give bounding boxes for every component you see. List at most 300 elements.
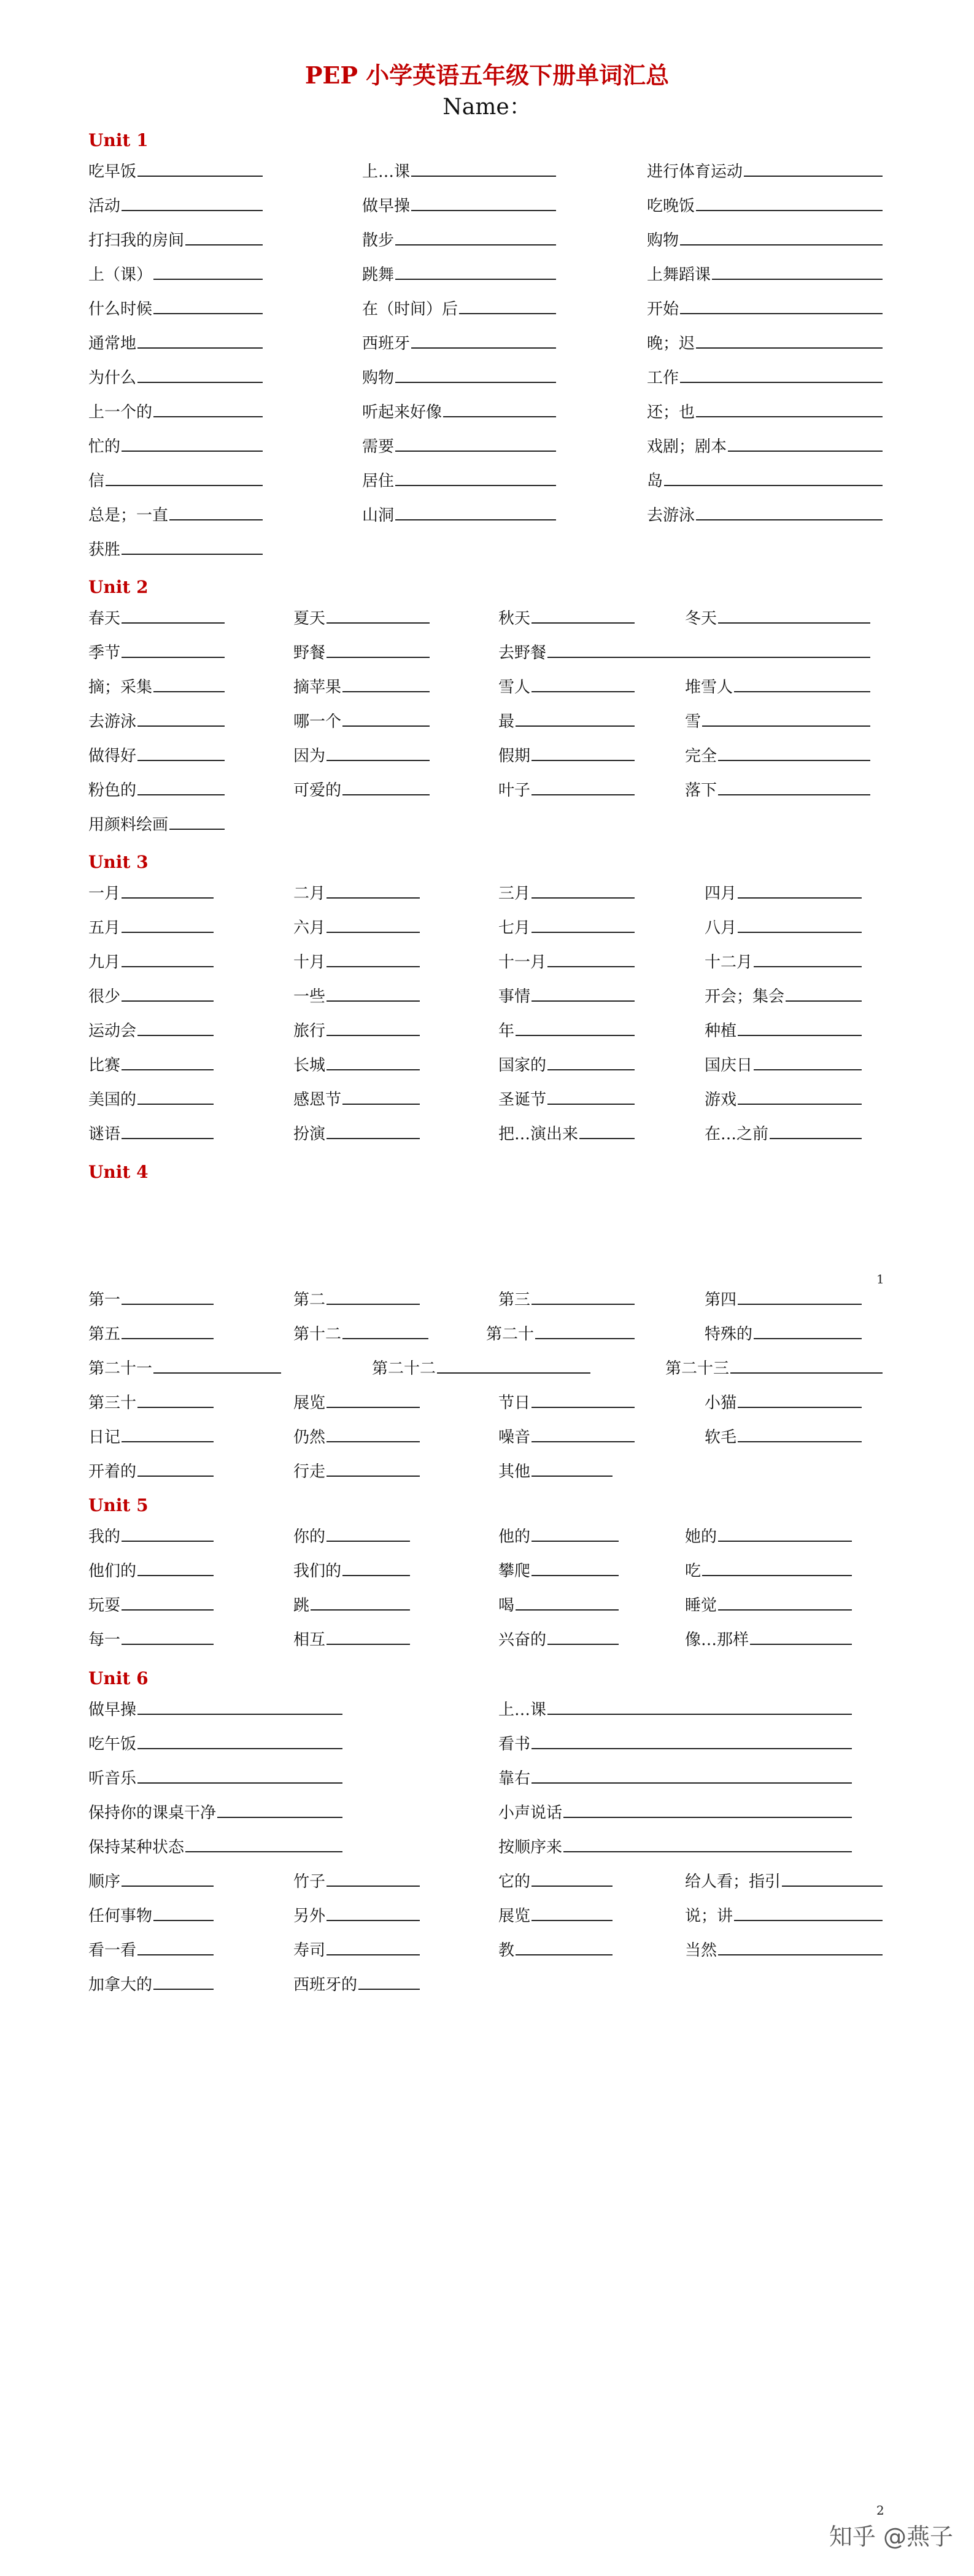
vocab-word: 教 xyxy=(498,1941,515,1960)
vocab-entry xyxy=(647,401,883,423)
answer-blank[interactable] xyxy=(531,1392,635,1408)
vocab-word: 他的 xyxy=(498,1528,531,1546)
answer-blank[interactable] xyxy=(734,1905,883,1921)
vocab-word: 做早操 xyxy=(362,197,411,215)
answer-blank[interactable] xyxy=(516,1595,619,1611)
unit-heading-2: Unit 2 xyxy=(88,577,149,597)
answer-blank[interactable] xyxy=(122,436,263,452)
answer-blank[interactable] xyxy=(547,1699,852,1715)
answer-blank[interactable] xyxy=(664,470,883,486)
answer-blank[interactable] xyxy=(327,1020,420,1036)
answer-blank[interactable] xyxy=(185,230,263,246)
vocab-entry xyxy=(88,539,263,560)
answer-blank[interactable] xyxy=(770,1123,862,1139)
answer-blank[interactable] xyxy=(153,1974,214,1990)
answer-blank[interactable] xyxy=(153,1358,281,1374)
vocab-entry xyxy=(88,1940,214,1961)
vocab-entry xyxy=(705,1020,862,1042)
answer-blank[interactable] xyxy=(342,711,430,727)
answer-blank[interactable] xyxy=(547,642,870,658)
answer-blank[interactable] xyxy=(327,917,420,933)
vocab-entry xyxy=(362,333,556,354)
answer-blank[interactable] xyxy=(547,1629,619,1645)
vocab-word: 在…之前 xyxy=(705,1125,769,1143)
answer-blank[interactable] xyxy=(411,161,556,177)
vocab-word: 种植 xyxy=(705,1022,737,1040)
vocab-entry xyxy=(293,951,420,973)
vocab-entry xyxy=(705,1392,862,1414)
answer-blank[interactable] xyxy=(696,401,883,417)
answer-blank[interactable] xyxy=(137,161,263,177)
answer-blank[interactable] xyxy=(395,470,556,486)
answer-blank[interactable] xyxy=(702,711,870,727)
answer-blank[interactable] xyxy=(327,1461,420,1477)
vocab-entry xyxy=(88,1123,214,1145)
vocab-entry xyxy=(293,1461,420,1482)
answer-blank[interactable] xyxy=(137,1089,214,1105)
answer-blank[interactable] xyxy=(531,986,635,1002)
answer-blank[interactable] xyxy=(169,505,263,520)
vocab-entry xyxy=(88,1905,214,1927)
answer-blank[interactable] xyxy=(718,1595,852,1611)
answer-blank[interactable] xyxy=(137,1020,214,1036)
vocab-entry xyxy=(498,883,635,904)
answer-blank[interactable] xyxy=(122,1054,214,1070)
answer-blank[interactable] xyxy=(137,1560,214,1576)
answer-blank[interactable] xyxy=(696,333,883,349)
answer-blank[interactable] xyxy=(153,1905,214,1921)
vocab-word: 他们的 xyxy=(88,1562,137,1580)
answer-blank[interactable] xyxy=(531,1461,613,1477)
vocab-entry xyxy=(293,608,430,629)
watermark: 知乎 @燕子 xyxy=(829,2523,953,2550)
answer-blank[interactable] xyxy=(137,1940,214,1955)
answer-blank[interactable] xyxy=(153,401,263,417)
answer-blank[interactable] xyxy=(696,195,883,211)
answer-blank[interactable] xyxy=(137,1768,342,1784)
unit-heading-1: Unit 1 xyxy=(88,130,149,150)
vocab-entry xyxy=(88,1526,214,1547)
answer-blank[interactable] xyxy=(395,436,556,452)
answer-blank[interactable] xyxy=(137,1733,342,1749)
answer-blank[interactable] xyxy=(563,1802,852,1818)
vocab-entry xyxy=(88,1358,281,1379)
page-number-1: 1 xyxy=(876,1272,884,1286)
answer-blank[interactable] xyxy=(122,986,214,1002)
answer-blank[interactable] xyxy=(443,401,556,417)
answer-blank[interactable] xyxy=(411,333,556,349)
answer-blank[interactable] xyxy=(122,608,225,624)
answer-blank[interactable] xyxy=(754,951,862,967)
vocab-entry xyxy=(498,1054,635,1076)
vocab-word: 还；也 xyxy=(647,403,695,422)
vocab-word: 因为 xyxy=(293,747,326,765)
vocab-word: 上舞蹈课 xyxy=(647,266,711,284)
answer-blank[interactable] xyxy=(122,1426,214,1442)
vocab-word: 展览 xyxy=(498,1907,531,1925)
answer-blank[interactable] xyxy=(327,1426,420,1442)
vocab-word: 上一个的 xyxy=(88,403,153,422)
vocab-word: 另外 xyxy=(293,1907,326,1925)
answer-blank[interactable] xyxy=(411,195,556,211)
answer-blank[interactable] xyxy=(516,1940,613,1955)
vocab-entry xyxy=(362,195,556,217)
answer-blank[interactable] xyxy=(327,1123,420,1139)
answer-blank[interactable] xyxy=(122,1123,214,1139)
answer-blank[interactable] xyxy=(327,1289,420,1305)
vocab-entry xyxy=(293,676,430,698)
answer-blank[interactable] xyxy=(459,298,556,314)
vocab-word: 游戏 xyxy=(705,1091,737,1109)
answer-blank[interactable] xyxy=(680,367,883,383)
vocab-word: 扮演 xyxy=(293,1125,326,1143)
vocab-entry xyxy=(498,1871,613,1892)
answer-blank[interactable] xyxy=(137,745,225,761)
answer-blank[interactable] xyxy=(786,986,862,1002)
answer-blank[interactable] xyxy=(531,1560,619,1576)
answer-blank[interactable] xyxy=(327,1871,420,1887)
vocab-word: 像…那样 xyxy=(685,1631,749,1649)
answer-blank[interactable] xyxy=(327,1905,420,1921)
vocab-entry xyxy=(647,436,883,457)
answer-blank[interactable] xyxy=(531,608,635,624)
vocab-entry xyxy=(685,745,870,767)
answer-blank[interactable] xyxy=(531,1768,852,1784)
vocab-word: 日记 xyxy=(88,1428,121,1447)
vocab-entry xyxy=(685,1526,852,1547)
answer-blank[interactable] xyxy=(738,883,862,899)
vocab-word: 秋天 xyxy=(498,609,531,628)
vocab-entry xyxy=(293,642,430,663)
vocab-word: 第二十二 xyxy=(372,1360,436,1378)
answer-blank[interactable] xyxy=(122,195,263,211)
vocab-word: 六月 xyxy=(293,919,326,937)
vocab-entry xyxy=(362,298,556,320)
answer-blank[interactable] xyxy=(680,298,883,314)
answer-blank[interactable] xyxy=(579,1123,635,1139)
vocab-word: 小猫 xyxy=(705,1394,737,1412)
vocab-word: 山洞 xyxy=(362,506,395,525)
vocab-word: 需要 xyxy=(362,438,395,456)
answer-blank[interactable] xyxy=(712,264,883,280)
answer-blank[interactable] xyxy=(718,608,870,624)
answer-blank[interactable] xyxy=(327,745,430,761)
vocab-word: 忙的 xyxy=(88,438,121,456)
answer-blank[interactable] xyxy=(531,1871,613,1887)
answer-blank[interactable] xyxy=(327,883,420,899)
answer-blank[interactable] xyxy=(153,264,263,280)
vocab-word: 看一看 xyxy=(88,1941,137,1960)
answer-blank[interactable] xyxy=(122,1629,214,1645)
answer-blank[interactable] xyxy=(547,951,635,967)
answer-blank[interactable] xyxy=(327,1940,420,1955)
vocab-word: 美国的 xyxy=(88,1091,137,1109)
answer-blank[interactable] xyxy=(531,917,635,933)
answer-blank[interactable] xyxy=(395,230,556,246)
vocab-entry xyxy=(685,1940,883,1961)
answer-blank[interactable] xyxy=(738,1426,862,1442)
vocab-word: 开着的 xyxy=(88,1463,137,1481)
vocab-word: 喝 xyxy=(498,1596,515,1615)
vocab-entry xyxy=(88,264,263,285)
vocab-entry xyxy=(705,883,862,904)
vocab-word: 第三 xyxy=(498,1291,531,1309)
answer-blank[interactable] xyxy=(728,436,883,452)
answer-blank[interactable] xyxy=(547,1054,635,1070)
answer-blank[interactable] xyxy=(437,1358,590,1374)
vocab-word: 购物 xyxy=(647,231,679,250)
vocab-word: 散步 xyxy=(362,231,395,250)
vocab-word: 工作 xyxy=(647,369,679,387)
vocab-entry xyxy=(88,195,263,217)
answer-blank[interactable] xyxy=(531,1733,852,1749)
answer-blank[interactable] xyxy=(738,917,862,933)
page-title: PEP 小学英语五年级下册单词汇总 xyxy=(304,61,670,89)
vocab-word: 摘；采集 xyxy=(88,678,153,697)
answer-blank[interactable] xyxy=(122,883,214,899)
vocab-word: 吃午饭 xyxy=(88,1735,137,1754)
answer-blank[interactable] xyxy=(327,1629,410,1645)
answer-blank[interactable] xyxy=(342,676,430,692)
answer-blank[interactable] xyxy=(547,1089,635,1105)
answer-blank[interactable] xyxy=(327,1526,410,1542)
vocab-entry xyxy=(88,230,263,251)
vocab-entry xyxy=(88,814,225,835)
answer-blank[interactable] xyxy=(750,1629,852,1645)
answer-blank[interactable] xyxy=(342,779,430,795)
vocab-word: 睡觉 xyxy=(685,1596,717,1615)
answer-blank[interactable] xyxy=(327,951,420,967)
vocab-entry xyxy=(498,1461,613,1482)
answer-blank[interactable] xyxy=(754,1054,862,1070)
answer-blank[interactable] xyxy=(137,367,263,383)
vocab-entry xyxy=(498,1020,635,1042)
answer-blank[interactable] xyxy=(734,676,870,692)
vocab-entry xyxy=(362,161,556,182)
answer-blank[interactable] xyxy=(738,1020,862,1036)
answer-blank[interactable] xyxy=(122,1289,214,1305)
vocab-entry xyxy=(88,1461,214,1482)
vocab-entry xyxy=(498,1768,852,1789)
answer-blank[interactable] xyxy=(531,1426,635,1442)
vocab-word: 软毛 xyxy=(705,1428,737,1447)
answer-blank[interactable] xyxy=(718,779,870,795)
answer-blank[interactable] xyxy=(535,1323,635,1339)
vocab-word: 任何事物 xyxy=(88,1907,153,1925)
vocab-entry xyxy=(685,779,870,801)
page-number-2: 2 xyxy=(876,2503,884,2518)
vocab-word: 第二 xyxy=(293,1291,326,1309)
vocab-word: 野餐 xyxy=(293,644,326,662)
answer-blank[interactable] xyxy=(185,1836,342,1852)
answer-blank[interactable] xyxy=(137,1392,214,1408)
answer-blank[interactable] xyxy=(122,1323,214,1339)
vocab-word: 你的 xyxy=(293,1528,326,1546)
vocab-entry xyxy=(88,1289,214,1310)
vocab-entry xyxy=(498,745,635,767)
vocab-entry xyxy=(88,401,263,423)
vocab-entry xyxy=(498,986,635,1007)
vocab-word: 兴奋的 xyxy=(498,1631,547,1649)
answer-blank[interactable] xyxy=(563,1836,852,1852)
answer-blank[interactable] xyxy=(395,264,556,280)
vocab-entry xyxy=(685,1560,852,1582)
vocab-word: 四月 xyxy=(705,884,737,903)
answer-blank[interactable] xyxy=(531,745,635,761)
vocab-entry xyxy=(498,1733,852,1755)
vocab-word: 跳 xyxy=(293,1596,310,1615)
vocab-entry xyxy=(372,1358,590,1379)
vocab-entry xyxy=(647,161,883,182)
vocab-entry xyxy=(498,642,870,663)
vocab-entry xyxy=(88,1020,214,1042)
answer-blank[interactable] xyxy=(744,161,883,177)
answer-blank[interactable] xyxy=(702,1560,852,1576)
vocab-word: 落下 xyxy=(685,781,717,800)
answer-blank[interactable] xyxy=(153,298,263,314)
vocab-word: 什么时候 xyxy=(88,300,153,319)
answer-blank[interactable] xyxy=(106,470,263,486)
answer-blank[interactable] xyxy=(122,951,214,967)
vocab-entry xyxy=(498,1699,852,1720)
answer-blank[interactable] xyxy=(531,779,635,795)
answer-blank[interactable] xyxy=(153,676,225,692)
unit-heading-3: Unit 3 xyxy=(88,852,149,872)
vocab-word: 国家的 xyxy=(498,1056,547,1075)
vocab-entry xyxy=(88,1323,214,1345)
answer-blank[interactable] xyxy=(137,711,225,727)
vocab-word: 仍然 xyxy=(293,1428,326,1447)
vocab-entry xyxy=(685,676,870,698)
vocab-word: 噪音 xyxy=(498,1428,531,1447)
answer-blank[interactable] xyxy=(531,1905,613,1921)
answer-blank[interactable] xyxy=(738,1392,862,1408)
vocab-entry xyxy=(88,779,225,801)
answer-blank[interactable] xyxy=(680,230,883,246)
vocab-entry xyxy=(293,1595,410,1616)
vocab-entry xyxy=(88,1836,342,1858)
vocab-word: 按顺序来 xyxy=(498,1838,563,1857)
vocab-word: 活动 xyxy=(88,197,121,215)
vocab-word: 我的 xyxy=(88,1528,121,1546)
vocab-word: 第二十三 xyxy=(665,1360,730,1378)
answer-blank[interactable] xyxy=(696,505,883,520)
vocab-entry xyxy=(705,986,862,1007)
answer-blank[interactable] xyxy=(122,539,263,555)
vocab-entry xyxy=(498,1940,613,1961)
vocab-word: 三月 xyxy=(498,884,531,903)
vocab-word: 第二十 xyxy=(486,1325,535,1344)
vocab-entry xyxy=(293,1089,420,1110)
vocab-word: 获胜 xyxy=(88,541,121,559)
vocab-word: 事情 xyxy=(498,988,531,1006)
answer-blank[interactable] xyxy=(738,1289,862,1305)
answer-blank[interactable] xyxy=(358,1974,420,1990)
vocab-entry xyxy=(88,436,263,457)
answer-blank[interactable] xyxy=(531,1526,619,1542)
answer-blank[interactable] xyxy=(122,1871,214,1887)
vocab-entry xyxy=(705,1323,862,1345)
vocab-entry xyxy=(293,1426,420,1448)
vocab-entry xyxy=(362,230,556,251)
vocab-entry xyxy=(293,1123,420,1145)
answer-blank[interactable] xyxy=(327,1054,420,1070)
answer-blank[interactable] xyxy=(730,1358,883,1374)
vocab-entry xyxy=(647,264,883,285)
answer-blank[interactable] xyxy=(516,1020,635,1036)
answer-blank[interactable] xyxy=(137,333,263,349)
vocab-word: 我们的 xyxy=(293,1562,342,1580)
vocab-entry xyxy=(685,1629,852,1650)
vocab-entry xyxy=(647,195,883,217)
answer-blank[interactable] xyxy=(327,1392,420,1408)
answer-blank[interactable] xyxy=(122,917,214,933)
answer-blank[interactable] xyxy=(169,814,225,830)
answer-blank[interactable] xyxy=(718,1526,852,1542)
vocab-word: 每一 xyxy=(88,1631,121,1649)
vocab-word: 寿司 xyxy=(293,1941,326,1960)
answer-blank[interactable] xyxy=(342,1560,410,1576)
vocab-word: 通常地 xyxy=(88,335,137,353)
answer-blank[interactable] xyxy=(137,779,225,795)
vocab-entry xyxy=(293,1323,428,1345)
answer-blank[interactable] xyxy=(217,1802,342,1818)
vocab-entry xyxy=(685,1595,852,1616)
vocab-entry xyxy=(647,367,883,389)
vocab-word: 第一 xyxy=(88,1291,121,1309)
answer-blank[interactable] xyxy=(122,1526,214,1542)
answer-blank[interactable] xyxy=(327,642,430,658)
vocab-entry xyxy=(647,505,883,526)
answer-blank[interactable] xyxy=(137,1699,342,1715)
answer-blank[interactable] xyxy=(516,711,635,727)
answer-blank[interactable] xyxy=(738,1089,862,1105)
answer-blank[interactable] xyxy=(531,676,635,692)
vocab-word: 把…演出来 xyxy=(498,1125,579,1143)
vocab-entry xyxy=(705,1426,862,1448)
answer-blank[interactable] xyxy=(342,1089,420,1105)
answer-blank[interactable] xyxy=(122,642,225,658)
vocab-word: 听音乐 xyxy=(88,1770,137,1788)
vocab-word: 开会；集会 xyxy=(705,988,785,1006)
vocab-word: 行走 xyxy=(293,1463,326,1481)
answer-blank[interactable] xyxy=(718,1940,883,1955)
vocab-entry xyxy=(685,1905,883,1927)
answer-blank[interactable] xyxy=(531,1289,635,1305)
vocab-word: 年 xyxy=(498,1022,515,1040)
vocab-entry xyxy=(498,951,635,973)
vocab-word: 攀爬 xyxy=(498,1562,531,1580)
vocab-entry xyxy=(293,1560,410,1582)
answer-blank[interactable] xyxy=(122,1595,214,1611)
vocab-word: 节日 xyxy=(498,1394,531,1412)
answer-blank[interactable] xyxy=(395,505,556,520)
vocab-word: 国庆日 xyxy=(705,1056,753,1075)
answer-blank[interactable] xyxy=(342,1323,428,1339)
answer-blank[interactable] xyxy=(327,986,420,1002)
vocab-word: 玩耍 xyxy=(88,1596,121,1615)
answer-blank[interactable] xyxy=(782,1871,883,1887)
answer-blank[interactable] xyxy=(395,367,556,383)
vocab-entry xyxy=(705,1289,862,1310)
answer-blank[interactable] xyxy=(137,1461,214,1477)
answer-blank[interactable] xyxy=(531,883,635,899)
answer-blank[interactable] xyxy=(754,1323,862,1339)
answer-blank[interactable] xyxy=(718,745,870,761)
answer-blank[interactable] xyxy=(311,1595,410,1611)
answer-blank[interactable] xyxy=(327,608,430,624)
vocab-entry xyxy=(88,1629,214,1650)
